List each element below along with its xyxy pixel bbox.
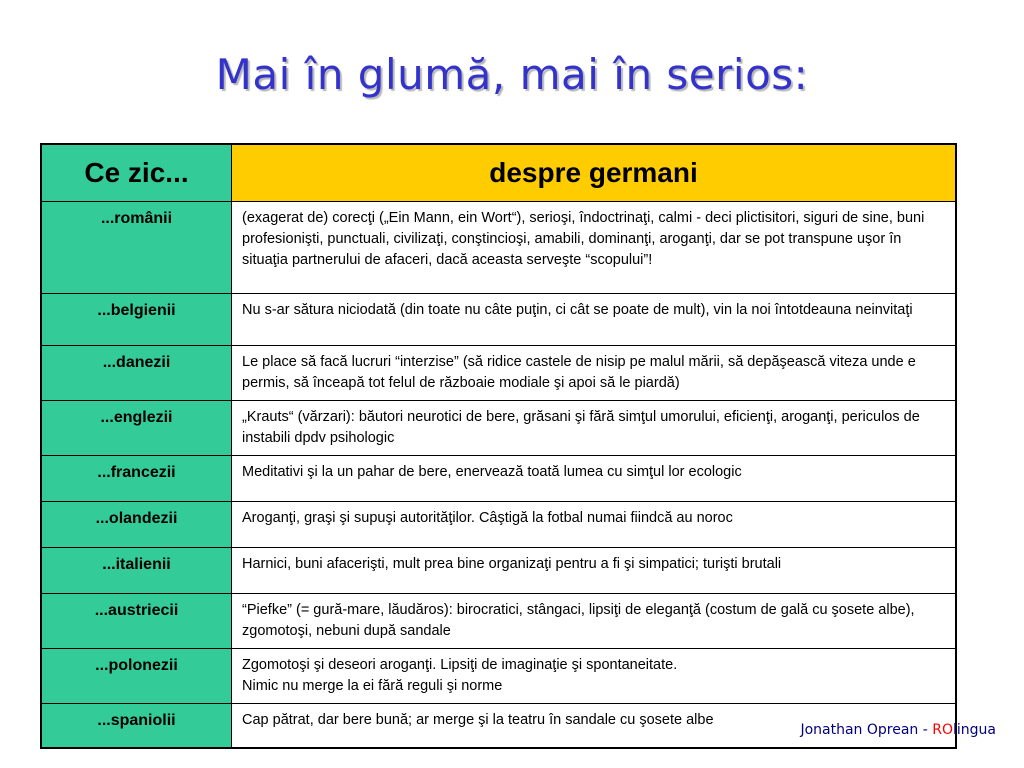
row-description-text: Zgomotoşi şi deseori aroganţi. Lipsiţi de imaginaţie şi spontaneitate. Nimic nu merge la ei fără reguli şi norme: [242, 657, 678, 694]
row-nationality: ...italienii: [41, 548, 232, 594]
table-row: [41, 594, 956, 649]
table-row: [41, 294, 956, 346]
row-description-text: Aroganţi, graşi şi supuşi autorităţilor. Câştigă la fotbal numai fiindcă au noroc: [242, 510, 733, 526]
footer-brand-rest: lingua: [953, 722, 996, 738]
row-description-text: “Piefke” (= gură-mare, lăudăros): birocratici, stângaci, lipsiţi de eleganţă (costum de gală cu şosete albe), zgomotoşi, nebuni după sandale: [242, 602, 915, 639]
header-cell-left: Ce zic...: [41, 144, 232, 202]
row-nationality: ...românii: [41, 202, 232, 294]
row-description: [232, 548, 957, 594]
table-header-row: [41, 144, 956, 202]
row-description: [232, 346, 957, 401]
footer-brand-ro: RO: [932, 722, 953, 738]
row-description: [232, 456, 957, 502]
row-nationality: ...danezii: [41, 346, 232, 401]
slide-title: Mai în glumă, mai în serios:: [215, 50, 809, 99]
row-description-text: Harnici, buni afacerişti, mult prea bine organizaţi pentru a fi şi simpatici; turişti brutali: [242, 556, 782, 572]
row-description-text: (exagerat de) corecţi („Ein Mann, ein Wort“), serioşi, îndoctrinaţi, calmi - deci plictisitori, siguri de sine, buni profesionişti, punctuali, civilizaţi, conştincioşi, amabili, dominanţi, aroganţi, dar se pot transpune uşor în situaţia partnerului de afaceri, dacă aceasta serveşte “scopului”!: [242, 210, 925, 268]
row-nationality: ...belgienii: [41, 294, 232, 346]
header-cell-right: despre germani: [232, 144, 957, 202]
table-row: [41, 401, 956, 456]
row-description-text: Nu s-ar sătura niciodată (din toate nu câte puţin, ci cât se poate de mult), vin la noi întotdeauna neinvitaţi: [242, 302, 913, 318]
stereotypes-table: [40, 143, 957, 749]
row-nationality: ...englezii: [41, 401, 232, 456]
table-row: [41, 346, 956, 401]
table-row: [41, 456, 956, 502]
footer-author: Jonathan Oprean -: [800, 722, 933, 738]
row-description: [232, 294, 957, 346]
table-row: [41, 202, 956, 294]
row-description-text: Meditativi şi la un pahar de bere, enervează toată lumea cu simţul lor ecologic: [242, 464, 742, 480]
row-nationality: ...spaniolii: [41, 704, 232, 748]
row-description: [232, 401, 957, 456]
row-description-text: Cap pătrat, dar bere bună; ar merge şi la teatru în sandale cu şosete albe: [242, 712, 714, 728]
table-row: [41, 649, 956, 704]
row-description: [232, 594, 957, 649]
row-description: [232, 649, 957, 704]
row-nationality: ...olandezii: [41, 502, 232, 548]
row-nationality: ...francezii: [41, 456, 232, 502]
footer-credit: [800, 722, 996, 738]
row-nationality: ...polonezii: [41, 649, 232, 704]
table-row: [41, 548, 956, 594]
row-description: [232, 502, 957, 548]
table-row: [41, 502, 956, 548]
row-description-text: Le place să facă lucruri “interzise” (să ridice castele de nisip pe malul mării, să depăşească viteza unde e permis, să înceapă tot felul de războaie modiale şi apoi să le piardă): [242, 354, 916, 391]
row-nationality: ...austriecii: [41, 594, 232, 649]
row-description: [232, 202, 957, 294]
row-description-text: „Krauts“ (vărzari): băutori neurotici de bere, grăsani şi fără simţul umorului, eficienţi, aroganţi, periculos de instabili dpdv psihologic: [242, 409, 920, 446]
